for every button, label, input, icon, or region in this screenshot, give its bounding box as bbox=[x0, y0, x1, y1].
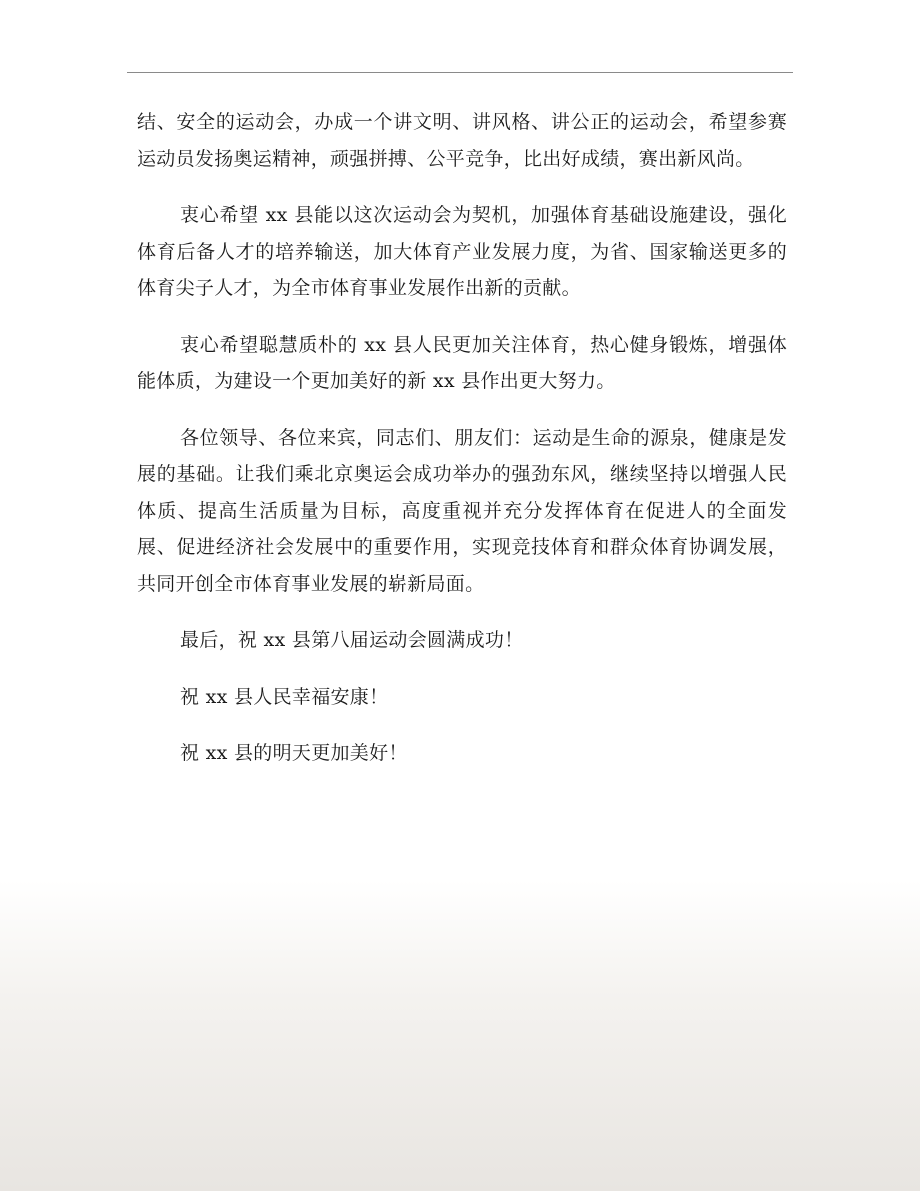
paragraph: 衷心希望 xx 县能以这次运动会为契机，加强体育基础设施建设，强化体育后备人才的培养输送，加大体育产业发展力度，为省、国家输送更多的体育尖子人才，为全市体育事业发展作出新的贡献。 bbox=[137, 204, 787, 299]
closing-line: 祝 xx 县人民幸福安康！ bbox=[180, 685, 389, 708]
paragraph: 衷心希望聪慧质朴的 xx 县人民更加关注体育，热心健身锻炼，增强体能体质，为建设一个更加美好的新 xx 县作出更大努力。 bbox=[137, 333, 787, 392]
header-rule bbox=[127, 72, 793, 73]
paragraph: 各位领导、各位来宾，同志们、朋友们：运动是生命的源泉，健康是发展的基础。让我们乘北京奥运会成功举办的强劲东风，继续坚持以增强人民体质、提高生活质量为目标，高度重视并充分发挥体育在促进人的全面发展、促进经济社会发展中的重要作用，实现竞技体育和群众体育协调发展，共同开创全市体育事业发展的崭新局面。 bbox=[137, 426, 787, 595]
closing-line: 祝 xx 县的明天更加美好！ bbox=[180, 742, 408, 764]
closing-line: 最后，祝 xx 县第八届运动会圆满成功！ bbox=[180, 629, 524, 651]
document-body bbox=[137, 104, 787, 792]
paragraph: 结、安全的运动会，办成一个讲文明、讲风格、讲公正的运动会，希望参赛运动员发扬奥运精神，顽强拼搏、公平竞争，比出好成绩，赛出新风尚。 bbox=[137, 111, 787, 170]
